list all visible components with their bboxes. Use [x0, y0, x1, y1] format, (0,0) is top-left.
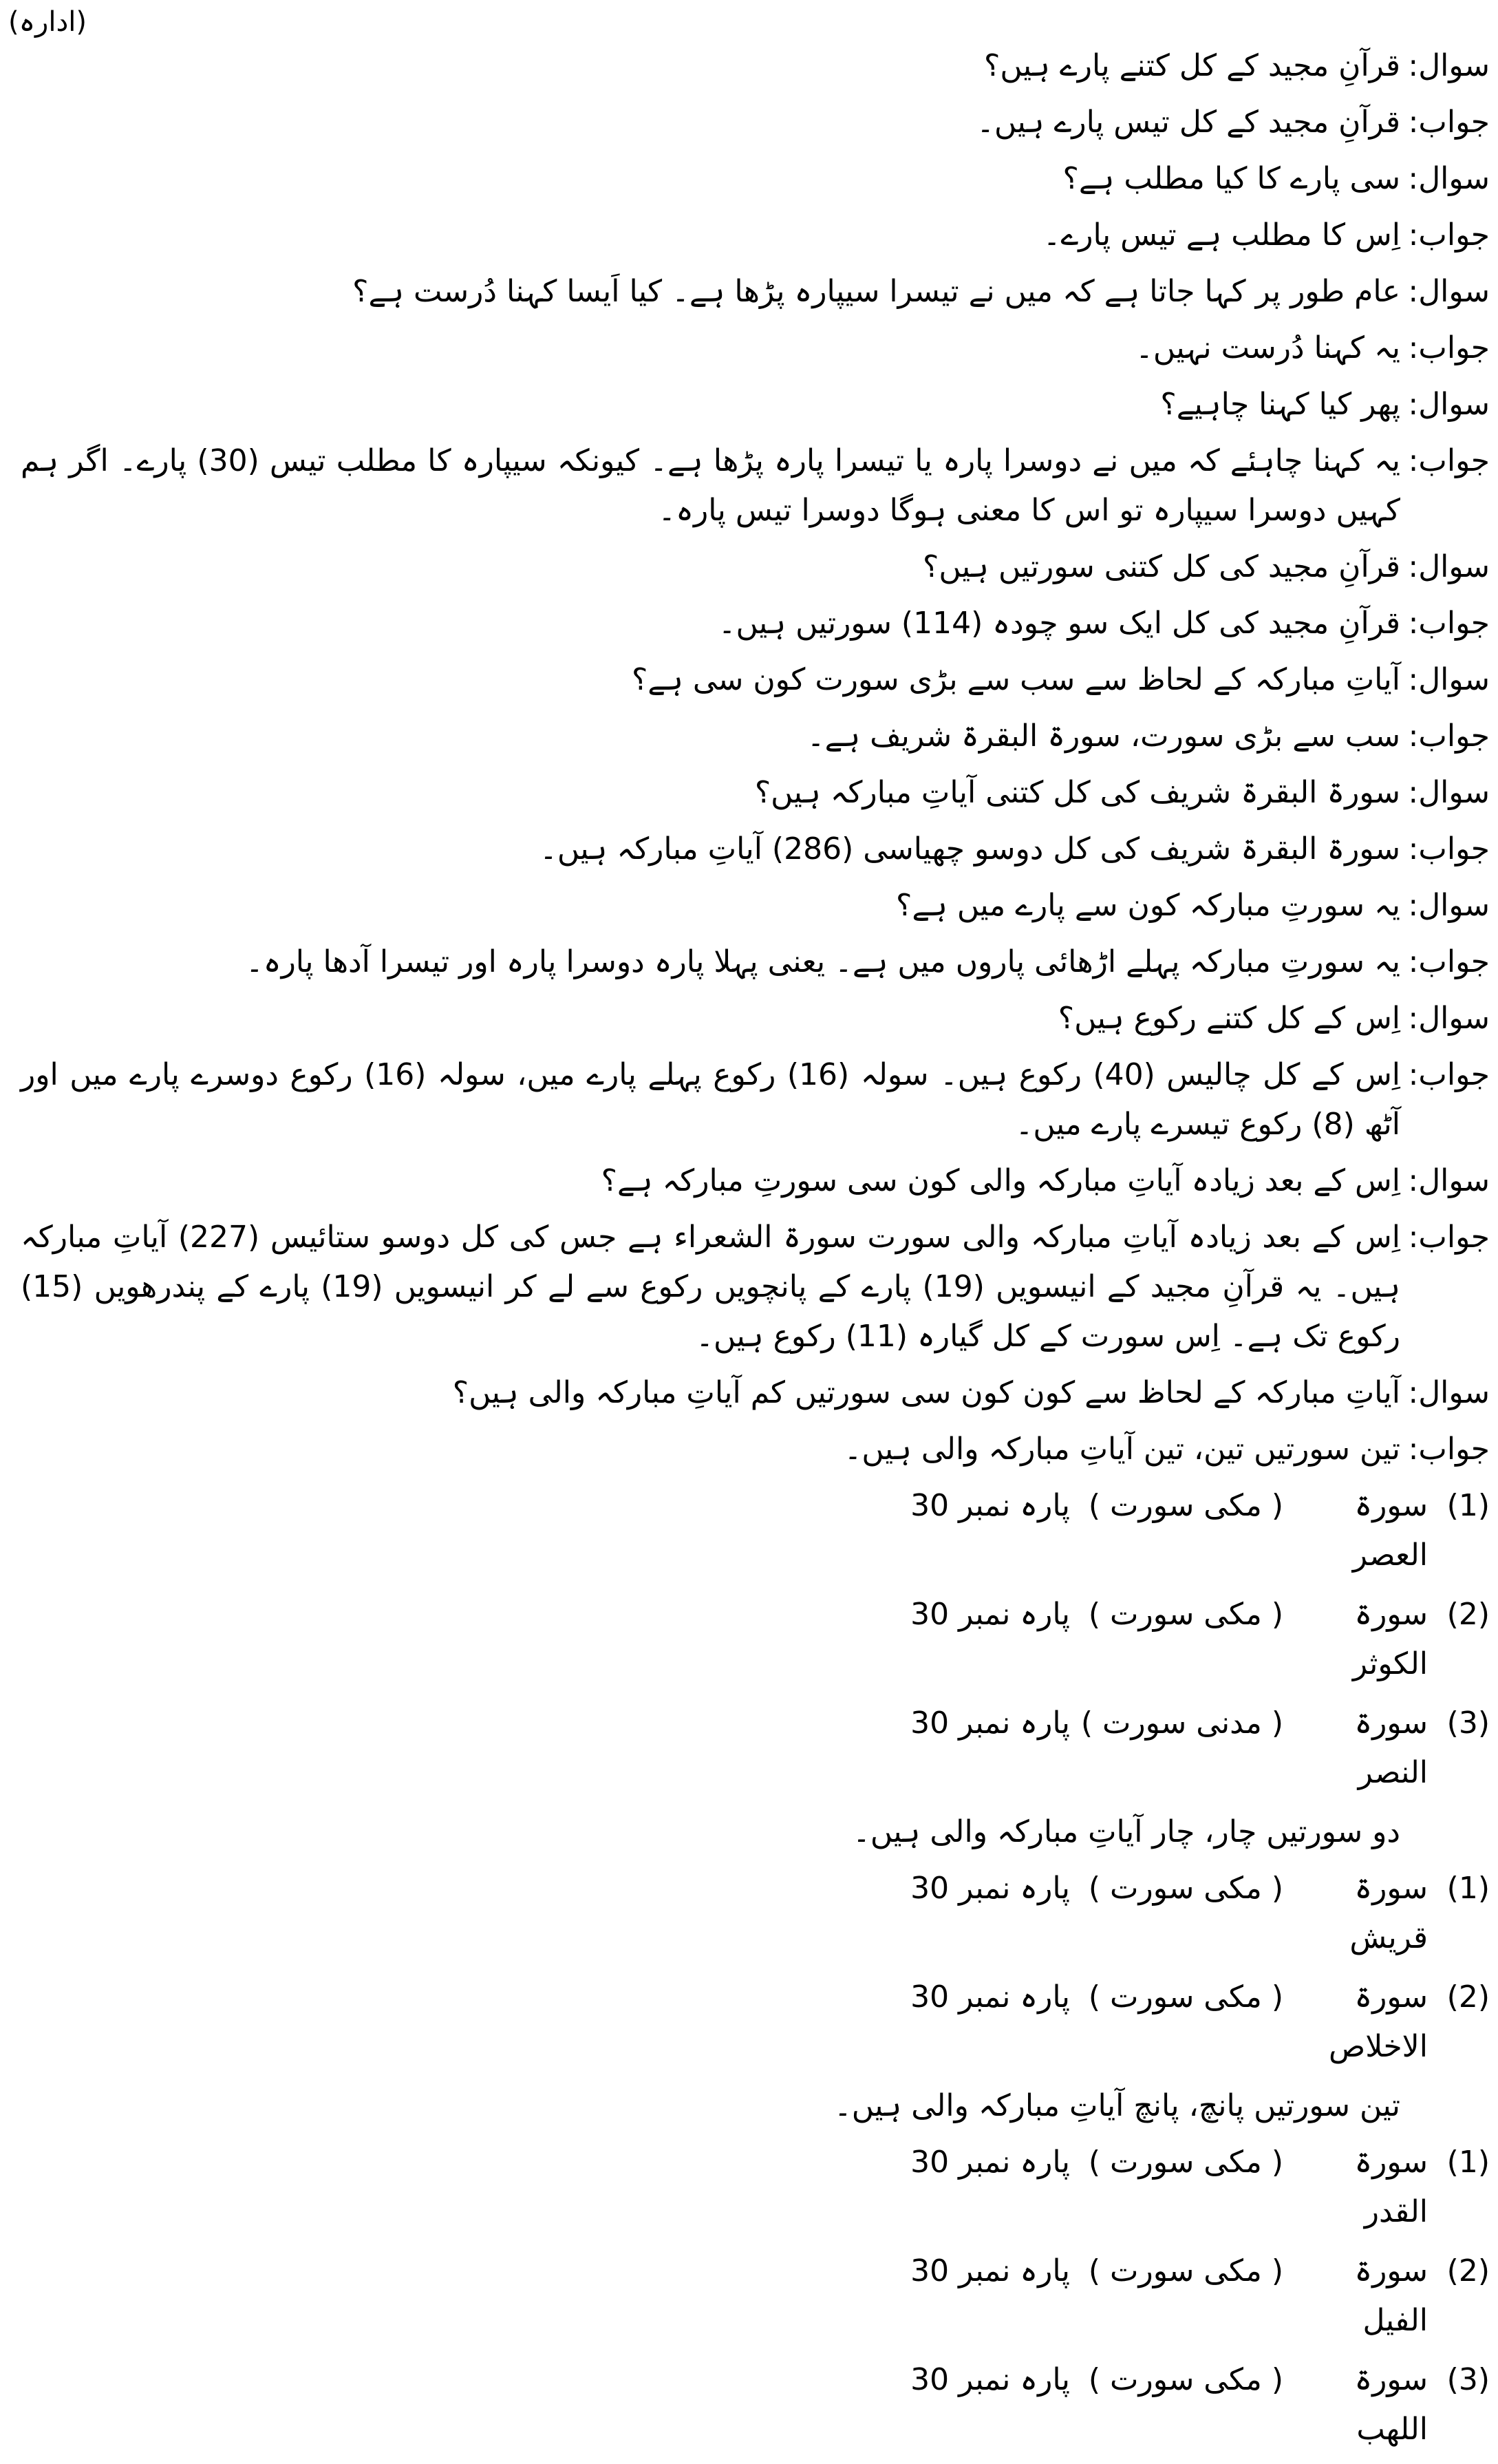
- qa-text: قرآنِ مجید کے کل تیس پارے ہیں۔: [976, 105, 1400, 140]
- qa-line: [21, 1213, 1490, 1361]
- item-number: (2): [1446, 1597, 1490, 1632]
- qa-text: آیاتِ مبارکہ کے لحاظ سے سب سے بڑی سورت کون سی ہے؟: [631, 662, 1400, 697]
- qa-text: سورۃ البقرۃ شریف کی کل دوسو چھیاسی (286) آیاتِ مبارکہ ہیں۔: [539, 831, 1400, 867]
- surah-group: [21, 1807, 1490, 2072]
- qa-text: قرآنِ مجید کی کل ایک سو چودہ (114) سورتیں ہیں۔: [718, 606, 1400, 641]
- para-number: پارہ نمبر 30: [910, 2145, 1070, 2180]
- qa-text: آیاتِ مبارکہ کے لحاظ سے کون کون سی سورتیں کم آیاتِ مبارکہ والی ہیں؟: [452, 1375, 1400, 1410]
- qa-text: سی پارے کا کیا مطلب ہے؟: [1062, 161, 1400, 196]
- qa-line: [21, 1425, 1490, 1474]
- item-number: (1): [1446, 1488, 1490, 1523]
- para-number: پارہ نمبر 30: [910, 2362, 1070, 2397]
- qa-text: یہ سورتِ مبارکہ پہلے اڑھائی پاروں میں ہے۔ یعنی پہلا پارہ دوسرا پارہ اور تیسرا آدھا پارہ۔: [246, 944, 1400, 979]
- list-item: [21, 1481, 1490, 1580]
- list-item: [21, 1590, 1490, 1689]
- qa-text: اِس کا مطلب ہے تیس پارے۔: [1042, 217, 1400, 253]
- qa-label: جواب:: [1408, 719, 1490, 754]
- list-item: [21, 2355, 1490, 2454]
- qa-label: سوال:: [1408, 662, 1490, 697]
- qa-line: [21, 655, 1490, 705]
- item-number: (1): [1446, 1871, 1490, 1906]
- surah-group: [21, 2081, 1490, 2454]
- surah-name: سورۃ اللھب: [1354, 2362, 1428, 2447]
- surah-type: ( مکی سورت ): [1088, 2145, 1283, 2180]
- qa-text: یہ کہنا چاہئے کہ میں نے دوسرا پارہ یا تیسرا پارہ پڑھا ہے۔ کیونکہ سیپارہ کا مطلب تیس (30) پارے۔ اگر ہم کہیں دوسرا سیپارہ تو اس کا معنی ہوگا دوسرا تیس پارہ۔: [21, 443, 1400, 528]
- qa-line: [21, 768, 1490, 818]
- surah-group: [21, 1481, 1490, 1798]
- qa-label: جواب:: [1408, 217, 1490, 253]
- surah-type: ( مکی سورت ): [1088, 1597, 1283, 1632]
- qa-text: سب سے بڑی سورت، سورۃ البقرۃ شریف ہے۔: [806, 719, 1400, 754]
- qa-label: سوال:: [1408, 1163, 1490, 1198]
- qa-label: سوال:: [1408, 1001, 1490, 1036]
- item-number: (3): [1446, 1706, 1490, 1741]
- qa-document: [21, 41, 1490, 2464]
- qa-line: [21, 1156, 1490, 1206]
- qa-line: [21, 712, 1490, 761]
- qa-label: سوال:: [1408, 274, 1490, 309]
- surah-name: سورۃ الفیل: [1354, 2253, 1428, 2338]
- para-number: پارہ نمبر 30: [910, 2253, 1070, 2288]
- item-number: (2): [1446, 2253, 1490, 2288]
- group-intro: تین سورتیں پانچ، پانچ آیاتِ مبارکہ والی ہیں۔: [833, 2088, 1400, 2123]
- para-number: پارہ نمبر 30: [910, 1706, 1070, 1741]
- qa-label: جواب:: [1408, 831, 1490, 867]
- qa-line: [21, 1368, 1490, 1418]
- surah-type: ( مکی سورت ): [1088, 1871, 1283, 1906]
- qa-label: جواب:: [1408, 606, 1490, 641]
- para-number: پارہ نمبر 30: [910, 1488, 1070, 1523]
- qa-label: جواب:: [1408, 105, 1490, 140]
- item-number: (1): [1446, 2145, 1490, 2180]
- qa-label: سوال:: [1408, 775, 1490, 810]
- surah-type: ( مکی سورت ): [1088, 2362, 1283, 2397]
- qa-line: [21, 994, 1490, 1043]
- surah-type: ( مکی سورت ): [1088, 1488, 1283, 1523]
- qa-line: [21, 825, 1490, 874]
- qa-line: [21, 599, 1490, 648]
- qa-label: سوال:: [1408, 161, 1490, 196]
- para-number: پارہ نمبر 30: [910, 1871, 1070, 1906]
- qa-line: [21, 436, 1490, 535]
- list-item: [21, 1973, 1490, 2072]
- qa-text: سورۃ البقرۃ شریف کی کل کتنی آیاتِ مبارکہ ہیں؟: [754, 775, 1400, 810]
- qa-text: اِس کے کل کتنے رکوع ہیں؟: [1058, 1001, 1400, 1036]
- qa-text: پھر کیا کہنا چاہیے؟: [1160, 387, 1400, 422]
- qa-text: یہ سورتِ مبارکہ کون سے پارے میں ہے؟: [895, 888, 1400, 923]
- qa-label: جواب:: [1408, 1220, 1490, 1255]
- item-number: (3): [1446, 2362, 1490, 2397]
- qa-text: اِس کے بعد زیادہ آیاتِ مبارکہ والی کون سی سورتِ مبارکہ ہے؟: [601, 1163, 1400, 1198]
- qa-label: سوال:: [1408, 387, 1490, 422]
- list-item: [21, 2138, 1490, 2237]
- list-item: [21, 2247, 1490, 2346]
- qa-label: جواب:: [1408, 330, 1490, 365]
- list-item: [21, 1699, 1490, 1798]
- group-intro: دو سورتیں چار، چار آیاتِ مبارکہ والی ہیں۔: [853, 1814, 1400, 1849]
- surah-name: سورۃ قریش: [1349, 1871, 1428, 1955]
- qa-line: [21, 380, 1490, 429]
- para-number: پارہ نمبر 30: [910, 1597, 1070, 1632]
- qa-text: قرآنِ مجید کی کل کتنی سورتیں ہیں؟: [923, 549, 1400, 584]
- qa-line: [21, 41, 1490, 91]
- qa-label: جواب:: [1408, 443, 1490, 478]
- qa-text: اِس کے بعد زیادہ آیاتِ مبارکہ والی سورت سورۃ الشعراء ہے جس کی کل دوسو ستائیس (227) آیاتِ مبارکہ ہیں۔ یہ قرآنِ مجید کے انیسویں (19) پارے کے پانچویں رکوع سے لے کر انیسویں (19) پارے کے پندرھویں (15) رکوع تک ہے۔ اِس سورت کے کل گیارہ (11) رکوع ہیں۔: [21, 1220, 1401, 1354]
- qa-text: عام طور پر کہا جاتا ہے کہ میں نے تیسرا سیپارہ پڑھا ہے۔ کیا اَیسا کہنا دُرست ہے؟: [352, 274, 1400, 309]
- qa-label: جواب:: [1408, 944, 1490, 979]
- qa-line: [21, 1050, 1490, 1149]
- qa-label: جواب:: [1408, 1432, 1490, 1467]
- qa-line: [21, 937, 1490, 987]
- qa-line: [21, 154, 1490, 204]
- qa-label: سوال:: [1408, 549, 1490, 584]
- page-header: (ادارہ): [8, 6, 87, 38]
- list-item: [21, 1864, 1490, 1963]
- qa-text: تین سورتیں تین، تین آیاتِ مبارکہ والی ہیں۔: [844, 1432, 1400, 1467]
- qa-label: سوال:: [1408, 1375, 1490, 1410]
- item-number: (2): [1446, 1979, 1490, 2015]
- surah-name: سورۃ الاخلاص: [1329, 1979, 1428, 2064]
- qa-line: [21, 211, 1490, 260]
- qa-label: سوال:: [1408, 888, 1490, 923]
- qa-line: [21, 98, 1490, 147]
- qa-label: سوال:: [1408, 48, 1490, 83]
- qa-text: یہ کہنا دُرست نہیں۔: [1135, 330, 1400, 365]
- qa-line: [21, 881, 1490, 931]
- surah-name: سورۃ الکوثر: [1352, 1597, 1428, 1681]
- qa-line: [21, 542, 1490, 592]
- surah-name: سورۃ العصر: [1352, 1488, 1428, 1573]
- qa-text: قرآنِ مجید کے کل کتنے پارے ہیں؟: [984, 48, 1400, 83]
- qa-list: [21, 41, 1490, 1474]
- surah-type: ( مکی سورت ): [1088, 2253, 1283, 2288]
- surah-type: ( مکی سورت ): [1088, 1979, 1283, 2015]
- qa-text: اِس کے کل چالیس (40) رکوع ہیں۔ سولہ (16) رکوع پہلے پارے میں، سولہ (16) رکوع دوسرے پارے میں اور آٹھ (8) رکوع تیسرے پارے میں۔: [21, 1057, 1401, 1142]
- qa-line: [21, 267, 1490, 317]
- qa-label: جواب:: [1408, 1057, 1490, 1092]
- surah-name: سورۃ القدر: [1354, 2145, 1428, 2229]
- surah-name: سورۃ النصر: [1354, 1706, 1428, 1790]
- surah-type: ( مدنی سورت ): [1080, 1706, 1283, 1741]
- qa-line: [21, 323, 1490, 373]
- para-number: پارہ نمبر 30: [910, 1979, 1070, 2015]
